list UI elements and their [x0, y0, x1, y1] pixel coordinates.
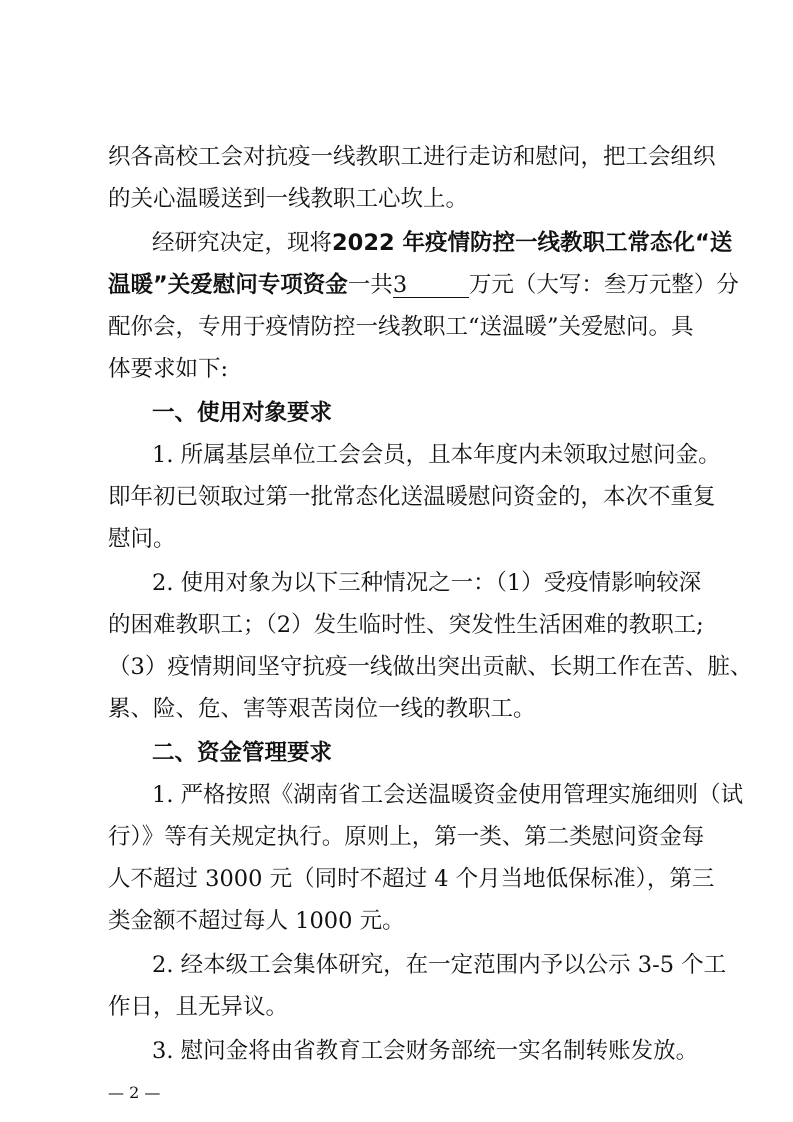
paragraph-2-line-1: [152, 228, 733, 258]
section-1-heading: 一、使用对象要求: [152, 400, 333, 426]
section-2-item-2-line-1: 2. 经本级工会集体研究，在一定范围内予以公示 3-5 个工: [152, 952, 727, 978]
section-1-item-1-line-2: 即年初已领取过第一批常态化送温暖慰问资金的，本次不重复: [108, 484, 716, 510]
section-2-item-1-line-2: 行）》等有关规定执行。原则上，第一类、第二类慰问资金每: [108, 824, 705, 850]
section-2-item-1-line-4: 类金额不超过每人 1000 元。: [108, 908, 405, 934]
paragraph-1-line-1: 织各高校工会对抗疫一线教职工进行走访和慰问，把工会组织: [108, 144, 716, 170]
paragraph-2-line-2: [108, 270, 739, 300]
section-1-item-2-line-2: 的困难教职工；（2）发生临时性、突发性生活困难的教职工;: [108, 612, 704, 638]
section-1-item-2-line-3: （3）疫情期间坚守抗疫一线做出突出贡献、长期工作在苦、脏、: [108, 654, 753, 680]
paragraph-2-text: 万元（大写：叁万元整）分: [468, 272, 739, 298]
paragraph-2-text: 一共: [347, 272, 393, 298]
section-1-item-2-line-1: 2. 使用对象为以下三种情况之一：（1）受疫情影响较深: [152, 570, 702, 596]
paragraph-2-line-3: 配你会，专用于疫情防控一线教职工“送温暖”关爱慰问。具: [108, 314, 694, 340]
paragraph-1-line-2: 的关心温暖送到一线教职工心坎上。: [108, 186, 469, 212]
paragraph-2-line-4: 体要求如下:: [108, 356, 229, 382]
section-2-item-1-line-3: 人不超过 3000 元（同时不超过 4 个月当地低保标准），第三: [108, 866, 715, 892]
section-2-item-2-line-2: 作日，且无异议。: [108, 994, 289, 1020]
section-2-item-1-line-1: 1. 严格按照《湖南省工会送温暖资金使用管理实施细则（试: [152, 782, 744, 808]
section-1-item-1-line-3: 慰问。: [108, 526, 176, 552]
fund-name-part-2: 温暖”关爱慰问专项资金: [108, 272, 348, 298]
page-number: — 2 —: [108, 1083, 161, 1102]
fund-name-part-1: 2022 年疫情防控一线教职工常态化“送: [332, 230, 733, 256]
section-1-item-2-line-4: 累、险、危、害等艰苦岗位一线的教职工。: [108, 696, 536, 722]
section-1-item-1-line-1: 1. 所属基层单位工会会员，且本年度内未领取过慰问金。: [152, 442, 721, 468]
section-2-item-3-line-1: 3. 慰问金将由省教育工会财务部统一实名制转账发放。: [152, 1038, 699, 1064]
paragraph-2-text: 经研究决定，现将: [152, 230, 333, 256]
amount-blank: 3: [393, 273, 469, 298]
section-2-heading: 二、资金管理要求: [152, 740, 333, 766]
